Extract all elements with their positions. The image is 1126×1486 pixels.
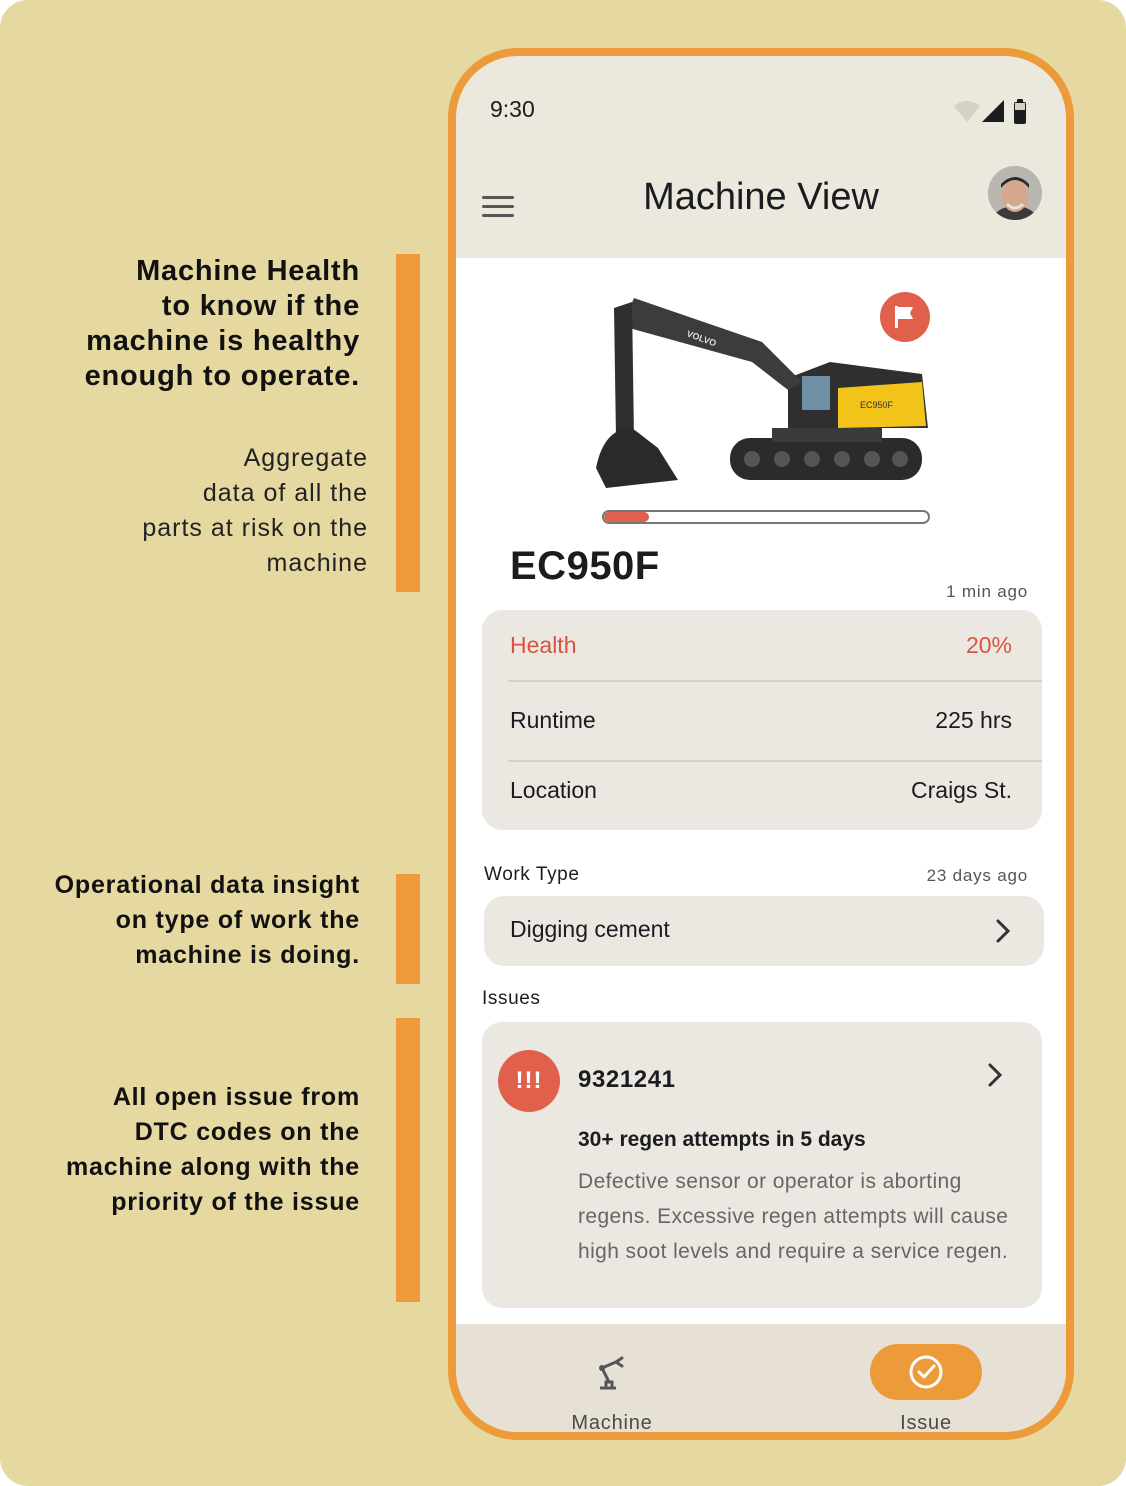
- health-label: Health: [510, 632, 577, 658]
- info-row-runtime: [508, 685, 1014, 755]
- annotation-sub-line: parts at risk on the: [142, 514, 368, 542]
- cellular-signal-icon: [982, 100, 1004, 122]
- annotation-operational: [55, 868, 360, 973]
- annotation-line: All open issue from: [112, 1083, 360, 1111]
- issue-description: Defective sensor or operator is aborting regens. Excessive regen attempts will cause high soot levels and require a service regen.: [578, 1170, 1009, 1263]
- annotation-issues: [66, 1080, 360, 1220]
- nav-issue-pill: [870, 1344, 982, 1400]
- nav-machine-label: Machine: [571, 1412, 653, 1434]
- nav-issue-label: Issue: [900, 1412, 952, 1434]
- runtime-value: 225 hrs: [935, 707, 1012, 733]
- health-value: 20%: [965, 632, 1012, 658]
- issues-label: Issues: [482, 988, 541, 1009]
- nav-issue[interactable]: [826, 1324, 1026, 1440]
- battery-icon: [1014, 99, 1026, 124]
- annotation-line: on type of work the: [115, 906, 360, 934]
- health-progress-bar: [602, 510, 930, 524]
- bottom-nav: [456, 1324, 1066, 1440]
- info-row-health: [508, 610, 1014, 680]
- info-row-location: [508, 755, 1014, 825]
- flag-button[interactable]: [880, 292, 930, 342]
- annotation-line: priority of the issue: [111, 1188, 360, 1216]
- annotation-machine-health-sub: [142, 441, 368, 581]
- status-icons: [952, 98, 1036, 128]
- location-value: Craigs St.: [911, 777, 1012, 803]
- nav-machine[interactable]: [512, 1324, 712, 1440]
- avatar[interactable]: [988, 166, 1042, 220]
- annotation-sub-line: data of all the: [202, 479, 368, 507]
- annotation-title-line: machine is healthy: [86, 325, 360, 357]
- annotation-line: machine along with the: [65, 1153, 360, 1181]
- machine-info-card: [482, 610, 1042, 830]
- health-progress-fill: [604, 512, 649, 522]
- main-content: [456, 258, 1066, 1324]
- work-type-card[interactable]: [484, 896, 1044, 966]
- status-bar: [456, 56, 1066, 166]
- annotation-machine-health: [85, 254, 360, 394]
- work-type-label: Work Type: [484, 864, 580, 885]
- annotation-title-line: enough to operate.: [84, 360, 360, 392]
- page-title: Machine View: [643, 176, 879, 218]
- work-type-updated: 23 days ago: [926, 866, 1028, 885]
- annotation-title-line: to know if the: [161, 290, 360, 322]
- annotation-sub-line: machine: [266, 549, 368, 577]
- annotation-bar-issues: [396, 1018, 420, 1302]
- issue-card[interactable]: [482, 1022, 1042, 1308]
- issue-code: 9321241: [578, 1066, 676, 1093]
- annotation-title-line: Machine Health: [136, 255, 360, 287]
- annotation-bar-health: [396, 254, 420, 592]
- annotation-line: Operational data insight: [54, 871, 360, 899]
- annotation-line: machine is doing.: [135, 941, 360, 969]
- app-bar: [456, 166, 1066, 258]
- chevron-right-icon: [986, 1062, 1004, 1088]
- machine-updated-time: 1 min ago: [946, 582, 1028, 601]
- svg-text:VOLVO: VOLVO: [685, 328, 718, 349]
- flag-icon: [893, 304, 917, 330]
- machine-model: EC950F: [510, 544, 660, 588]
- runtime-label: Runtime: [510, 707, 596, 733]
- phone-frame: [448, 48, 1074, 1440]
- nav-machine-pill: [556, 1344, 668, 1400]
- status-time: 9:30: [490, 96, 535, 122]
- annotation-line: DTC codes on the: [134, 1118, 360, 1146]
- wifi-icon: [954, 101, 980, 122]
- annotation-sub-line: Aggregate: [243, 444, 368, 472]
- check-circle-icon: [906, 1352, 946, 1392]
- location-label: Location: [510, 777, 597, 803]
- svg-text:EC950F: EC950F: [860, 400, 894, 410]
- annotation-bar-operational: [396, 874, 420, 984]
- priority-badge: !!!: [498, 1050, 560, 1112]
- robot-arm-icon: [592, 1352, 632, 1392]
- work-type-value: Digging cement: [510, 916, 670, 942]
- chevron-right-icon: [994, 918, 1012, 944]
- divider: [508, 680, 1042, 682]
- issue-title: 30+ regen attempts in 5 days: [578, 1128, 866, 1151]
